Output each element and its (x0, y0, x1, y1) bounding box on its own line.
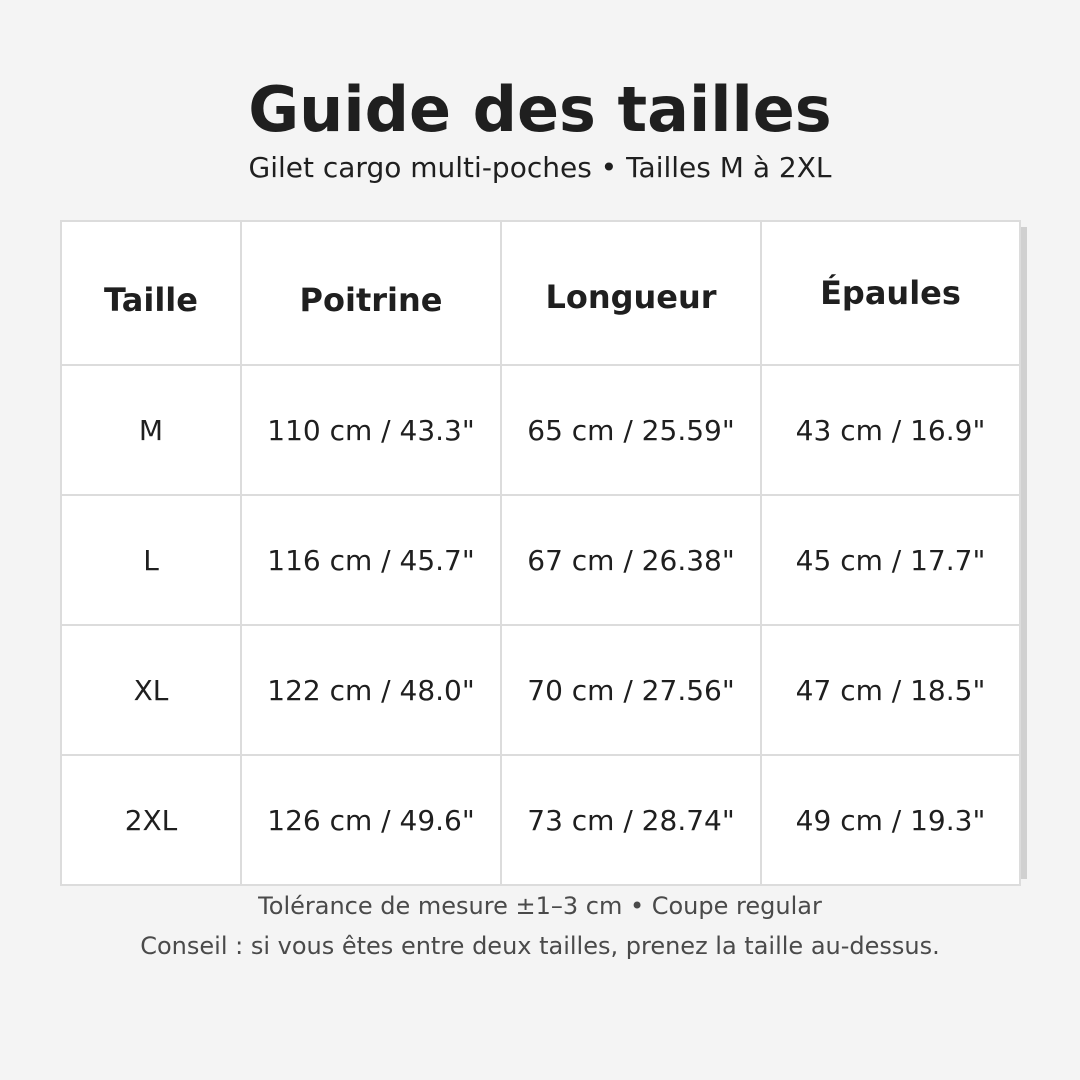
size-table (60, 220, 1021, 886)
length-cell: 70 cm / 27.56" (501, 625, 761, 755)
table-row (61, 755, 1020, 885)
shoulders-cell: 49 cm / 19.3" (761, 755, 1020, 885)
table-row (61, 365, 1020, 495)
page-subtitle: Gilet cargo multi-poches • Tailles M à 2XL (248, 151, 832, 184)
column-header-longueur: Longueur (501, 221, 761, 365)
table-row (61, 495, 1020, 625)
tolerance-note: Tolérance de mesure ±1–3 cm • Coupe regular (258, 892, 822, 920)
size-cell: 2XL (61, 755, 241, 885)
column-header-poitrine: Poitrine (241, 221, 501, 365)
shoulders-cell: 47 cm / 18.5" (761, 625, 1020, 755)
table-row (61, 625, 1020, 755)
page-title: Guide des tailles (248, 73, 832, 146)
column-header-epaules: Épaules (761, 221, 1020, 365)
advice-note: Conseil : si vous êtes entre deux tailles, prenez la taille au-dessus. (140, 932, 940, 960)
table-header-row (61, 221, 1020, 365)
length-cell: 65 cm / 25.59" (501, 365, 761, 495)
size-cell: M (61, 365, 241, 495)
chest-cell: 126 cm / 49.6" (241, 755, 501, 885)
size-cell: XL (61, 625, 241, 755)
shoulders-cell: 43 cm / 16.9" (761, 365, 1020, 495)
column-header-taille: Taille (61, 221, 241, 365)
shoulders-cell: 45 cm / 17.7" (761, 495, 1020, 625)
chest-cell: 116 cm / 45.7" (241, 495, 501, 625)
length-cell: 73 cm / 28.74" (501, 755, 761, 885)
chest-cell: 122 cm / 48.0" (241, 625, 501, 755)
length-cell: 67 cm / 26.38" (501, 495, 761, 625)
chest-cell: 110 cm / 43.3" (241, 365, 501, 495)
size-cell: L (61, 495, 241, 625)
